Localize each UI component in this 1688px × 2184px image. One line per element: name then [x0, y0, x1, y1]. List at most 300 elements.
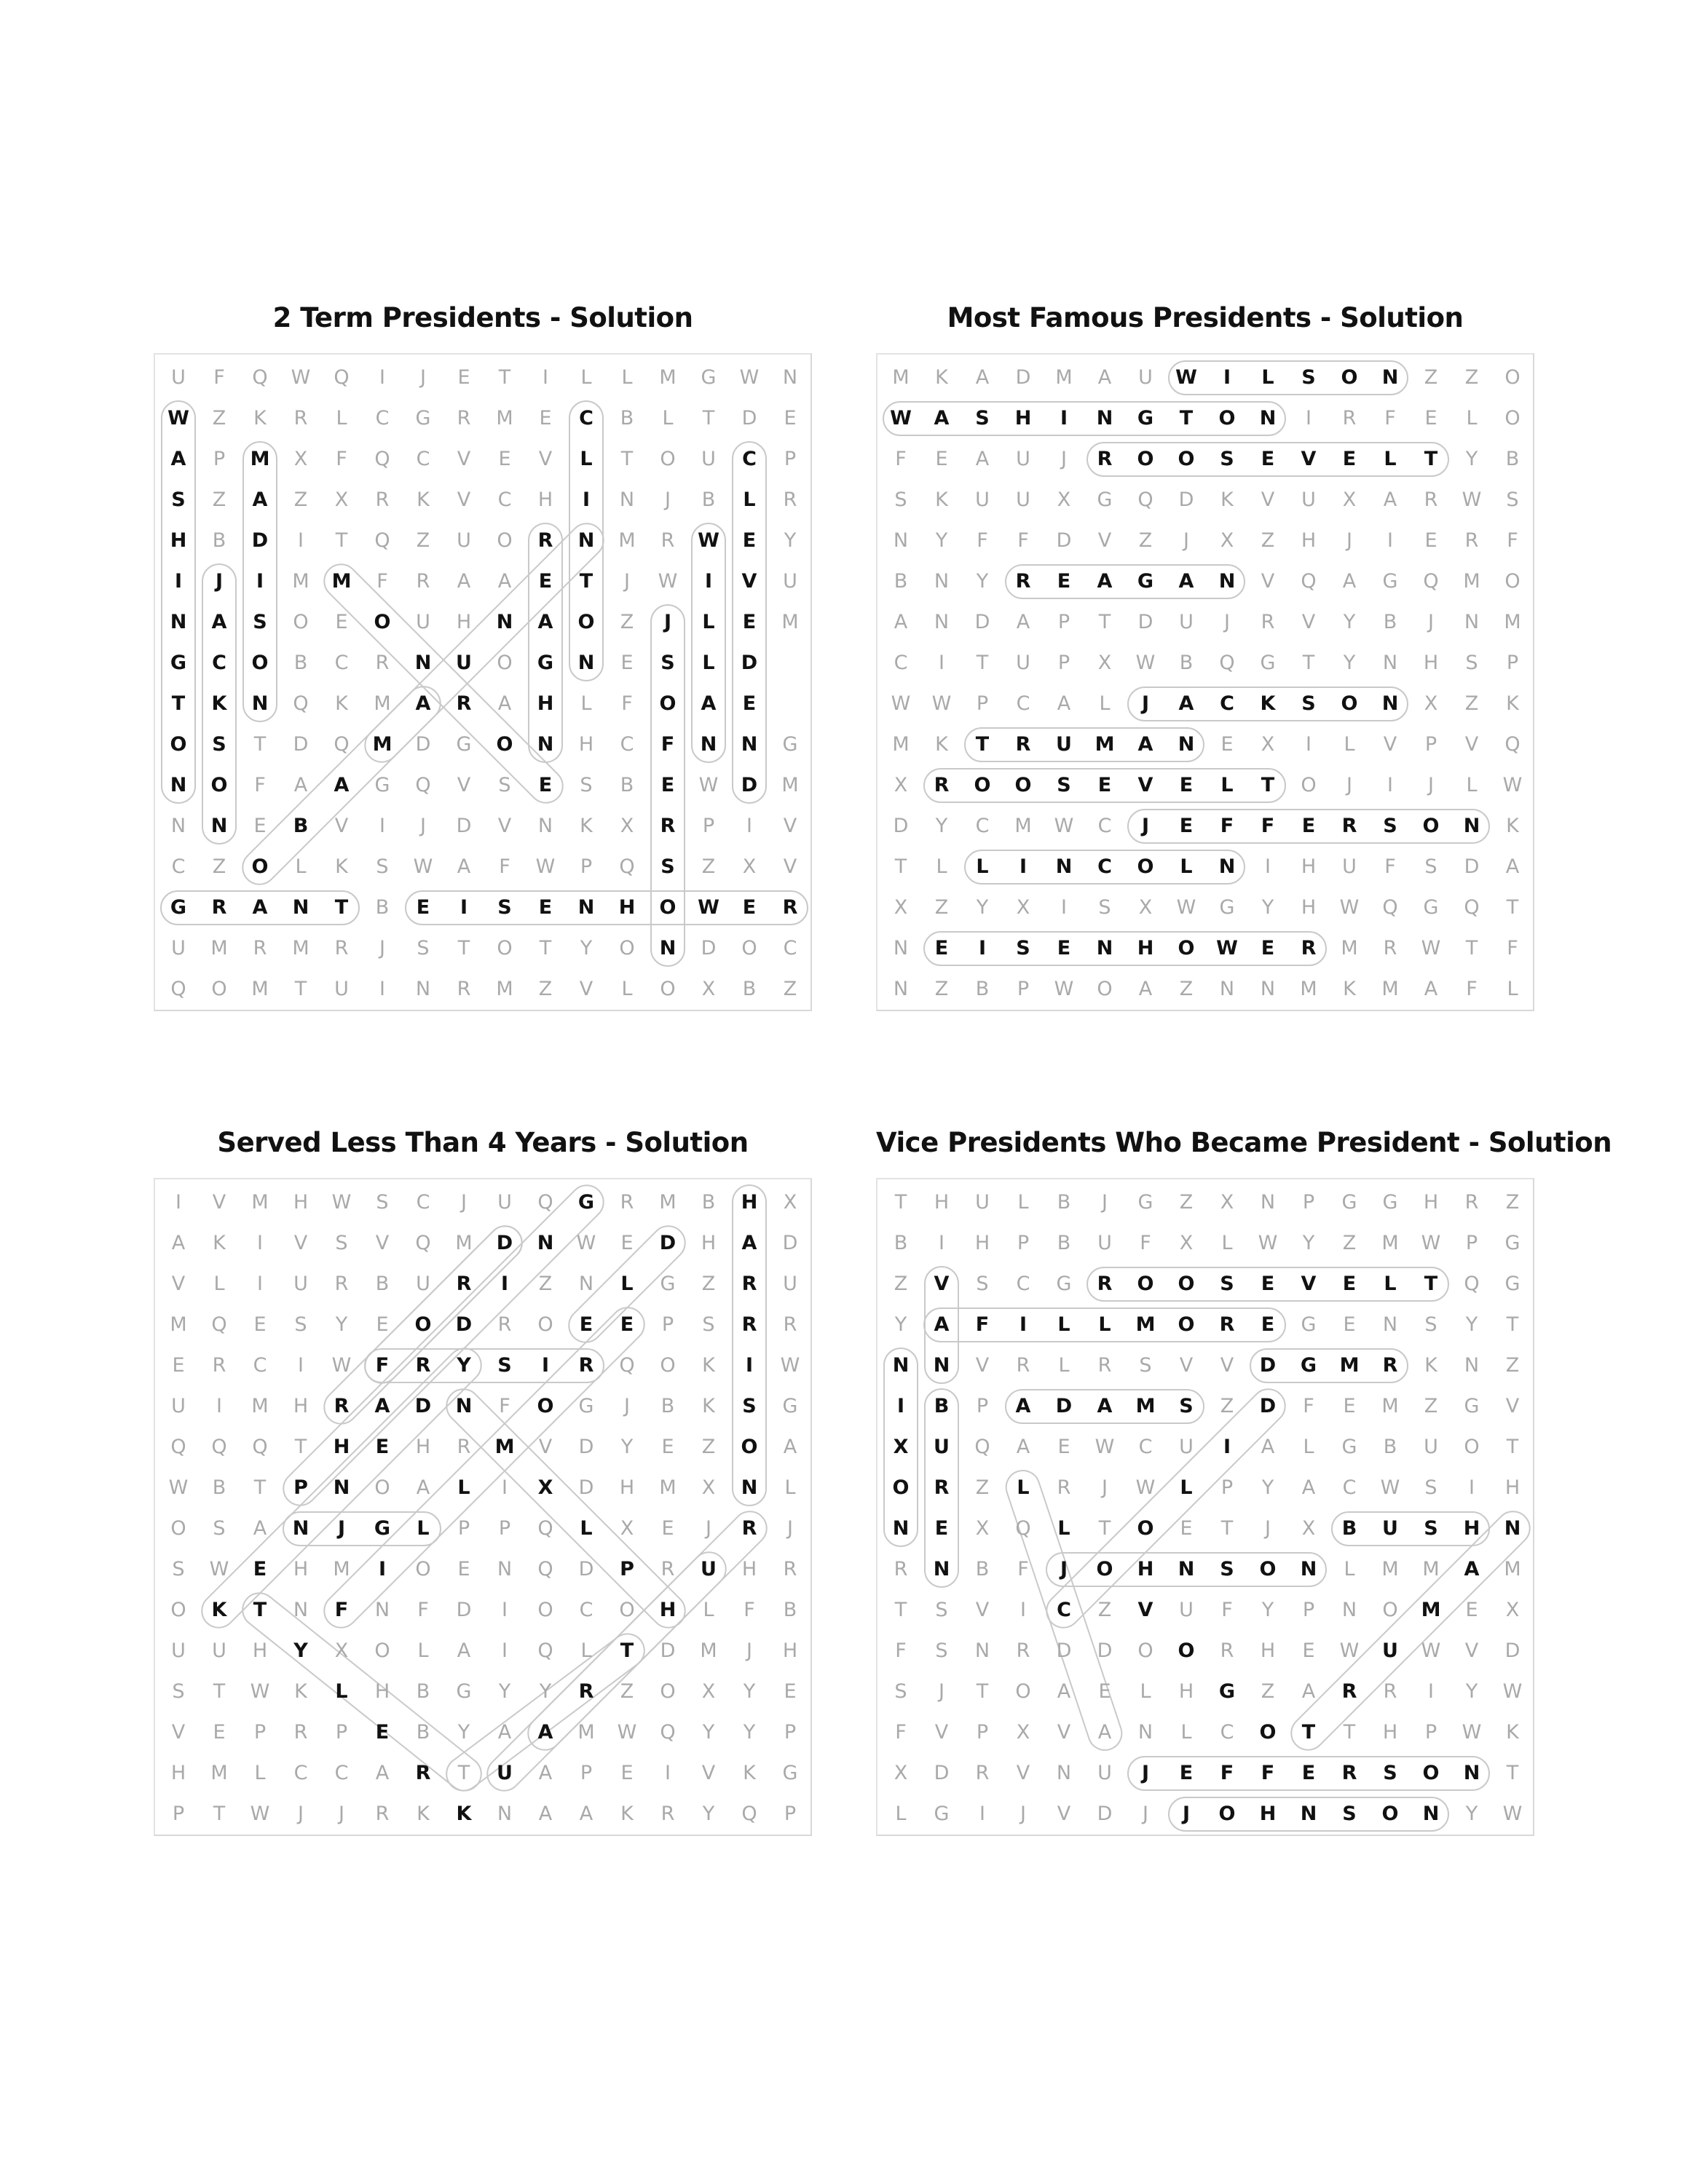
grid-letter: E — [1302, 1639, 1315, 1662]
grid-letter: L — [457, 1476, 470, 1499]
grid-letter: N — [577, 896, 595, 919]
grid-letter: N — [1137, 1721, 1153, 1744]
grid-letter: O — [1504, 570, 1521, 593]
grid-letter: O — [1259, 1721, 1277, 1744]
grid-letter: B — [660, 1395, 675, 1417]
grid-letter: T — [1424, 1273, 1438, 1295]
grid-letter: R — [1219, 1313, 1235, 1336]
grid-letter: E — [660, 774, 675, 796]
grid-letter: J — [624, 570, 630, 593]
grid-letter: T — [457, 937, 470, 960]
grid-letter: S — [213, 1517, 226, 1540]
grid-letter: M — [1421, 1599, 1441, 1621]
grid-letter: S — [1301, 366, 1316, 389]
grid-letter: H — [1504, 1476, 1521, 1499]
grid-letter: W — [1176, 896, 1196, 919]
grid-letter: E — [457, 1558, 470, 1580]
grid-letter: R — [1464, 1191, 1479, 1214]
grid-letter: O — [1014, 774, 1032, 796]
grid-letter: G — [934, 1803, 950, 1825]
grid-letter: I — [939, 1232, 944, 1254]
grid-row — [877, 480, 1536, 521]
grid-letter: F — [1261, 815, 1275, 837]
grid-letter: B — [1505, 448, 1520, 470]
grid-letter: S — [894, 1680, 907, 1703]
grid-letter: O — [537, 1395, 554, 1417]
grid-letter: N — [333, 1476, 350, 1499]
grid-letter: U — [975, 488, 990, 511]
grid-letter: Q — [170, 978, 186, 1000]
grid-letter: V — [579, 978, 593, 1000]
grid-letter: M — [1381, 978, 1399, 1000]
grid-letter: L — [1303, 1436, 1314, 1458]
grid-letter: J — [1141, 815, 1150, 837]
grid-letter: E — [1424, 407, 1437, 430]
grid-letter: U — [456, 652, 472, 674]
grid-letter: K — [580, 815, 593, 837]
grid-letter: R — [1097, 1354, 1112, 1377]
grid-letter: A — [1137, 733, 1153, 756]
grid-letter: K — [1343, 978, 1356, 1000]
grid-letter: A — [894, 611, 908, 633]
grid-letter: G — [537, 652, 554, 674]
grid-letter: H — [618, 896, 636, 919]
grid-letter: J — [1102, 1191, 1108, 1214]
grid-letter: E — [1261, 937, 1275, 960]
grid-letter: D — [1137, 611, 1153, 633]
grid-letter: E — [579, 1313, 593, 1336]
grid-letter: R — [1383, 1680, 1397, 1703]
grid-letter: J — [215, 570, 224, 593]
grid-letter: E — [1465, 1599, 1478, 1621]
grid-letter: L — [417, 1639, 429, 1662]
grid-letter: Z — [212, 855, 226, 878]
grid-letter: Y — [1261, 896, 1274, 919]
grid-letter: M — [577, 1721, 595, 1744]
grid-letter: M — [494, 1436, 515, 1458]
grid-letter: V — [1505, 1395, 1520, 1417]
grid-letter: Y — [743, 1721, 756, 1744]
grid-letter: N — [659, 937, 677, 960]
grid-letter: C — [579, 1599, 593, 1621]
grid-letter: E — [1057, 937, 1071, 960]
grid-letter: Y — [620, 1436, 634, 1458]
grid-letter: C — [1097, 815, 1112, 837]
grid-letter: F — [1017, 1558, 1029, 1580]
grid-letter: I — [216, 1395, 222, 1417]
grid-letter: C — [1220, 692, 1234, 715]
grid-letter: N — [893, 978, 909, 1000]
grid-letter: Z — [1179, 978, 1194, 1000]
grid-letter: E — [742, 896, 757, 919]
grid-letter: A — [1424, 978, 1438, 1000]
grid-letter: T — [253, 1476, 267, 1499]
grid-letter: M — [1463, 570, 1480, 593]
grid-letter: W — [1054, 978, 1074, 1000]
grid-letter: T — [1465, 937, 1478, 960]
grid-letter: Q — [741, 1803, 757, 1825]
grid-letter: I — [582, 488, 591, 511]
grid-letter: Q — [170, 1436, 186, 1458]
grid-letter: G — [660, 1273, 676, 1295]
grid-letter: Q — [334, 366, 350, 389]
grid-letter: D — [1055, 1395, 1073, 1417]
grid-letter: G — [782, 733, 798, 756]
grid-letter: L — [1017, 1191, 1029, 1214]
grid-letter: I — [502, 1639, 508, 1662]
grid-letter: N — [741, 733, 758, 756]
puzzle-title: 2 Term Presidents - Solution — [272, 302, 693, 333]
grid-letter: M — [292, 937, 309, 960]
grid-letter: O — [1218, 1803, 1236, 1825]
grid-letter: E — [1057, 570, 1071, 593]
grid-letter: O — [1178, 1313, 1195, 1336]
grid-letter: F — [1220, 1762, 1234, 1784]
grid-letter: F — [744, 1599, 755, 1621]
grid-letter: U — [1179, 1436, 1194, 1458]
grid-letter: U — [1382, 1517, 1398, 1540]
grid-letter: A — [1097, 1721, 1112, 1744]
grid-letter: K — [335, 855, 348, 878]
grid-row — [155, 1712, 813, 1753]
grid-letter: L — [976, 855, 989, 878]
grid-letter: N — [700, 733, 717, 756]
grid-letter: S — [1424, 1313, 1437, 1336]
grid-letter: M — [251, 978, 269, 1000]
grid-letter: N — [170, 611, 187, 633]
grid-letter: J — [746, 1639, 752, 1662]
grid-letter: K — [1506, 815, 1519, 837]
grid-letter: M — [333, 1558, 350, 1580]
grid-letter: N — [741, 1476, 758, 1499]
grid-letter: L — [1466, 774, 1478, 796]
grid-letter: R — [783, 1558, 797, 1580]
grid-letter: H — [1463, 1517, 1480, 1540]
grid-letter: I — [1265, 855, 1271, 878]
grid-letter: F — [375, 1354, 390, 1377]
grid-letter: E — [253, 1313, 267, 1336]
grid-letter: N — [292, 1517, 309, 1540]
grid-letter: Q — [1464, 896, 1480, 919]
grid-letter: C — [975, 815, 990, 837]
grid-letter: I — [1019, 855, 1028, 878]
grid-letter: X — [334, 488, 349, 511]
grid-letter: G — [456, 733, 472, 756]
grid-letter: Z — [1505, 1191, 1520, 1214]
grid-row — [877, 439, 1536, 480]
grid-letter: K — [702, 1354, 715, 1377]
grid-letter: W — [931, 692, 952, 715]
grid-letter: M — [292, 570, 309, 593]
grid-letter: L — [702, 652, 715, 674]
grid-letter: M — [170, 1313, 187, 1336]
grid-letter: R — [416, 570, 430, 593]
grid-letter: S — [1424, 1517, 1438, 1540]
grid-letter: U — [1016, 448, 1030, 470]
grid-letter: N — [374, 1599, 390, 1621]
grid-row — [155, 765, 813, 806]
grid-letter: B — [894, 1232, 908, 1254]
grid-letter: Y — [784, 529, 797, 552]
grid-letter: M — [781, 611, 799, 633]
grid-letter: J — [420, 815, 426, 837]
grid-letter: Z — [701, 1436, 716, 1458]
grid-letter: O — [619, 937, 635, 960]
grid-letter: R — [1261, 611, 1275, 633]
grid-letter: R — [375, 488, 390, 511]
word-search-grid — [154, 1178, 812, 1836]
grid-row — [877, 684, 1536, 724]
grid-letter: O — [619, 1599, 635, 1621]
grid-letter: N — [974, 1639, 990, 1662]
grid-letter: Q — [374, 448, 390, 470]
grid-letter: O — [660, 1354, 676, 1377]
grid-row — [155, 724, 813, 765]
grid-letter: T — [294, 978, 307, 1000]
grid-letter: V — [1261, 488, 1275, 511]
grid-letter: Q — [211, 1436, 227, 1458]
grid-letter: P — [1506, 652, 1519, 674]
grid-letter: H — [782, 1639, 798, 1662]
grid-letter: A — [1016, 611, 1030, 633]
grid-letter: H — [374, 1680, 390, 1703]
grid-letter: X — [1138, 896, 1153, 919]
grid-letter: A — [457, 570, 471, 593]
grid-letter: G — [1382, 1191, 1398, 1214]
grid-letter: F — [1384, 855, 1396, 878]
grid-letter: G — [1300, 1354, 1317, 1377]
grid-letter: V — [1179, 1354, 1194, 1377]
grid-letter: T — [1179, 407, 1194, 430]
grid-letter: R — [497, 1313, 512, 1336]
grid-letter: Q — [1015, 1517, 1031, 1540]
grid-letter: V — [1220, 1354, 1234, 1377]
grid-letter: V — [171, 1273, 186, 1295]
grid-letter: X — [742, 855, 757, 878]
grid-letter: Q — [1137, 488, 1153, 511]
grid-letter: K — [253, 407, 267, 430]
grid-letter: Z — [1261, 1680, 1275, 1703]
grid-letter: G — [1504, 1273, 1521, 1295]
grid-letter: I — [1061, 896, 1067, 919]
grid-letter: Z — [975, 1476, 990, 1499]
grid-letter: A — [252, 488, 268, 511]
grid-letter: S — [376, 855, 389, 878]
grid-letter: V — [975, 1599, 990, 1621]
grid-row — [155, 1223, 813, 1264]
grid-letter: W — [1135, 652, 1156, 674]
grid-letter: K — [417, 1803, 430, 1825]
grid-letter: A — [1383, 488, 1397, 511]
grid-letter: F — [1261, 1762, 1275, 1784]
grid-letter: R — [537, 529, 553, 552]
grid-row — [155, 806, 813, 847]
grid-letter: O — [251, 652, 269, 674]
grid-letter: W — [1054, 815, 1074, 837]
grid-letter: D — [782, 1232, 798, 1254]
grid-letter: J — [420, 366, 426, 389]
grid-letter: Z — [1464, 692, 1479, 715]
grid-letter: E — [539, 407, 552, 430]
grid-letter: A — [334, 774, 350, 796]
grid-letter: R — [1015, 570, 1031, 593]
grid-letter: Q — [1504, 733, 1521, 756]
grid-letter: H — [1301, 855, 1317, 878]
grid-letter: G — [578, 1395, 594, 1417]
grid-letter: T — [457, 1762, 470, 1784]
grid-letter: N — [1381, 692, 1399, 715]
grid-letter: D — [1097, 1639, 1113, 1662]
grid-letter: O — [414, 1313, 432, 1336]
grid-letter: O — [577, 611, 595, 633]
grid-letter: C — [620, 733, 634, 756]
grid-letter: O — [537, 1313, 553, 1336]
grid-letter: D — [934, 1762, 950, 1784]
grid-letter: X — [620, 1517, 634, 1540]
grid-letter: A — [252, 896, 268, 919]
grid-letter: M — [1135, 1313, 1156, 1336]
grid-row — [877, 521, 1536, 561]
grid-letter: H — [1423, 1191, 1439, 1214]
grid-letter: W — [1339, 1639, 1360, 1662]
grid-letter: U — [1424, 1436, 1438, 1458]
grid-letter: S — [976, 1273, 989, 1295]
grid-row — [155, 521, 813, 561]
grid-letter: F — [895, 1639, 907, 1662]
grid-letter: J — [1060, 1558, 1068, 1580]
grid-letter: U — [975, 1191, 990, 1214]
grid-letter: O — [1504, 407, 1521, 430]
grid-letter: Z — [1179, 1191, 1194, 1214]
grid-letter: K — [456, 1803, 472, 1825]
grid-letter: V — [538, 1436, 553, 1458]
grid-row — [877, 1590, 1536, 1631]
grid-letter: F — [1466, 978, 1478, 1000]
grid-letter: D — [741, 774, 758, 796]
grid-letter: O — [537, 1599, 553, 1621]
grid-letter: Q — [334, 733, 350, 756]
grid-letter: T — [1424, 448, 1438, 470]
grid-letter: N — [1341, 1599, 1357, 1621]
grid-letter: L — [620, 1273, 634, 1295]
grid-letter: K — [213, 1232, 226, 1254]
grid-letter: S — [498, 774, 511, 796]
grid-letter: U — [416, 1273, 430, 1295]
grid-letter: O — [170, 733, 187, 756]
grid-letter: O — [1137, 855, 1154, 878]
grid-letter: W — [1135, 1476, 1156, 1499]
grid-letter: R — [253, 937, 267, 960]
grid-letter: V — [1464, 1639, 1479, 1662]
grid-letter: U — [1097, 1232, 1112, 1254]
grid-letter: L — [580, 448, 593, 470]
grid-letter: Y — [1465, 1680, 1478, 1703]
grid-letter: M — [1095, 733, 1115, 756]
grid-letter: P — [1017, 978, 1030, 1000]
grid-letter: U — [1016, 652, 1030, 674]
grid-letter: N — [497, 1803, 513, 1825]
grid-letter: S — [742, 1395, 757, 1417]
grid-letter: K — [935, 733, 948, 756]
grid-letter: W — [1095, 1436, 1115, 1458]
grid-letter: S — [1383, 815, 1397, 837]
grid-letter: N — [893, 529, 909, 552]
grid-letter: S — [172, 1558, 185, 1580]
grid-letter: W — [1421, 937, 1441, 960]
grid-letter: O — [170, 1599, 186, 1621]
grid-letter: M — [1381, 1558, 1399, 1580]
grid-letter: W — [1502, 774, 1523, 796]
grid-row — [877, 1794, 1536, 1835]
grid-letter: A — [374, 1395, 390, 1417]
grid-letter: N — [1178, 1558, 1195, 1580]
grid-letter: Y — [743, 1680, 756, 1703]
grid-letter: C — [497, 488, 512, 511]
grid-letter: G — [1218, 1680, 1236, 1703]
grid-letter: R — [1341, 1762, 1357, 1784]
grid-letter: U — [701, 448, 716, 470]
grid-letter: G — [1219, 896, 1235, 919]
grid-letter: T — [253, 733, 267, 756]
grid-letter: W — [1380, 1476, 1400, 1499]
grid-letter: F — [895, 448, 907, 470]
grid-letter: I — [502, 1599, 508, 1621]
grid-letter: Z — [293, 488, 308, 511]
grid-letter: G — [170, 896, 187, 919]
grid-letter: A — [1178, 692, 1194, 715]
grid-letter: I — [460, 896, 468, 919]
grid-letter: Y — [498, 1680, 511, 1703]
grid-letter: M — [781, 774, 799, 796]
grid-letter: N — [892, 1354, 910, 1377]
grid-letter: E — [1179, 815, 1194, 837]
grid-letter: L — [417, 1517, 430, 1540]
grid-letter: Y — [580, 937, 593, 960]
grid-letter: P — [1057, 611, 1070, 633]
grid-letter: E — [620, 1762, 634, 1784]
grid-letter: J — [298, 1803, 304, 1825]
grid-letter: L — [936, 855, 947, 878]
grid-letter: P — [1302, 1191, 1315, 1214]
grid-letter: K — [1424, 1354, 1437, 1377]
grid-letter: U — [1056, 733, 1072, 756]
grid-letter: Q — [374, 529, 390, 552]
grid-letter: B — [1383, 611, 1397, 633]
grid-letter: S — [172, 1680, 185, 1703]
grid-letter: H — [659, 1599, 677, 1621]
grid-letter: W — [890, 407, 912, 430]
grid-letter: L — [335, 1680, 348, 1703]
grid-letter: R — [1016, 1354, 1030, 1377]
grid-letter: G — [577, 1191, 595, 1214]
grid-letter: R — [1424, 488, 1438, 511]
grid-letter: O — [1422, 1762, 1440, 1784]
grid-letter: J — [1143, 1803, 1148, 1825]
grid-letter: P — [580, 1762, 593, 1784]
grid-letter: C — [1097, 855, 1112, 878]
grid-letter: U — [701, 1558, 717, 1580]
grid-letter: E — [935, 448, 948, 470]
grid-letter: O — [1096, 1558, 1113, 1580]
grid-letter: W — [617, 1721, 637, 1744]
grid-letter: M — [659, 366, 677, 389]
grid-letter: U — [1016, 488, 1030, 511]
grid-letter: W — [209, 1558, 229, 1580]
grid-letter: T — [894, 1191, 907, 1214]
grid-letter: O — [1422, 815, 1440, 837]
grid-letter: V — [1057, 1803, 1071, 1825]
grid-letter: U — [171, 1395, 186, 1417]
